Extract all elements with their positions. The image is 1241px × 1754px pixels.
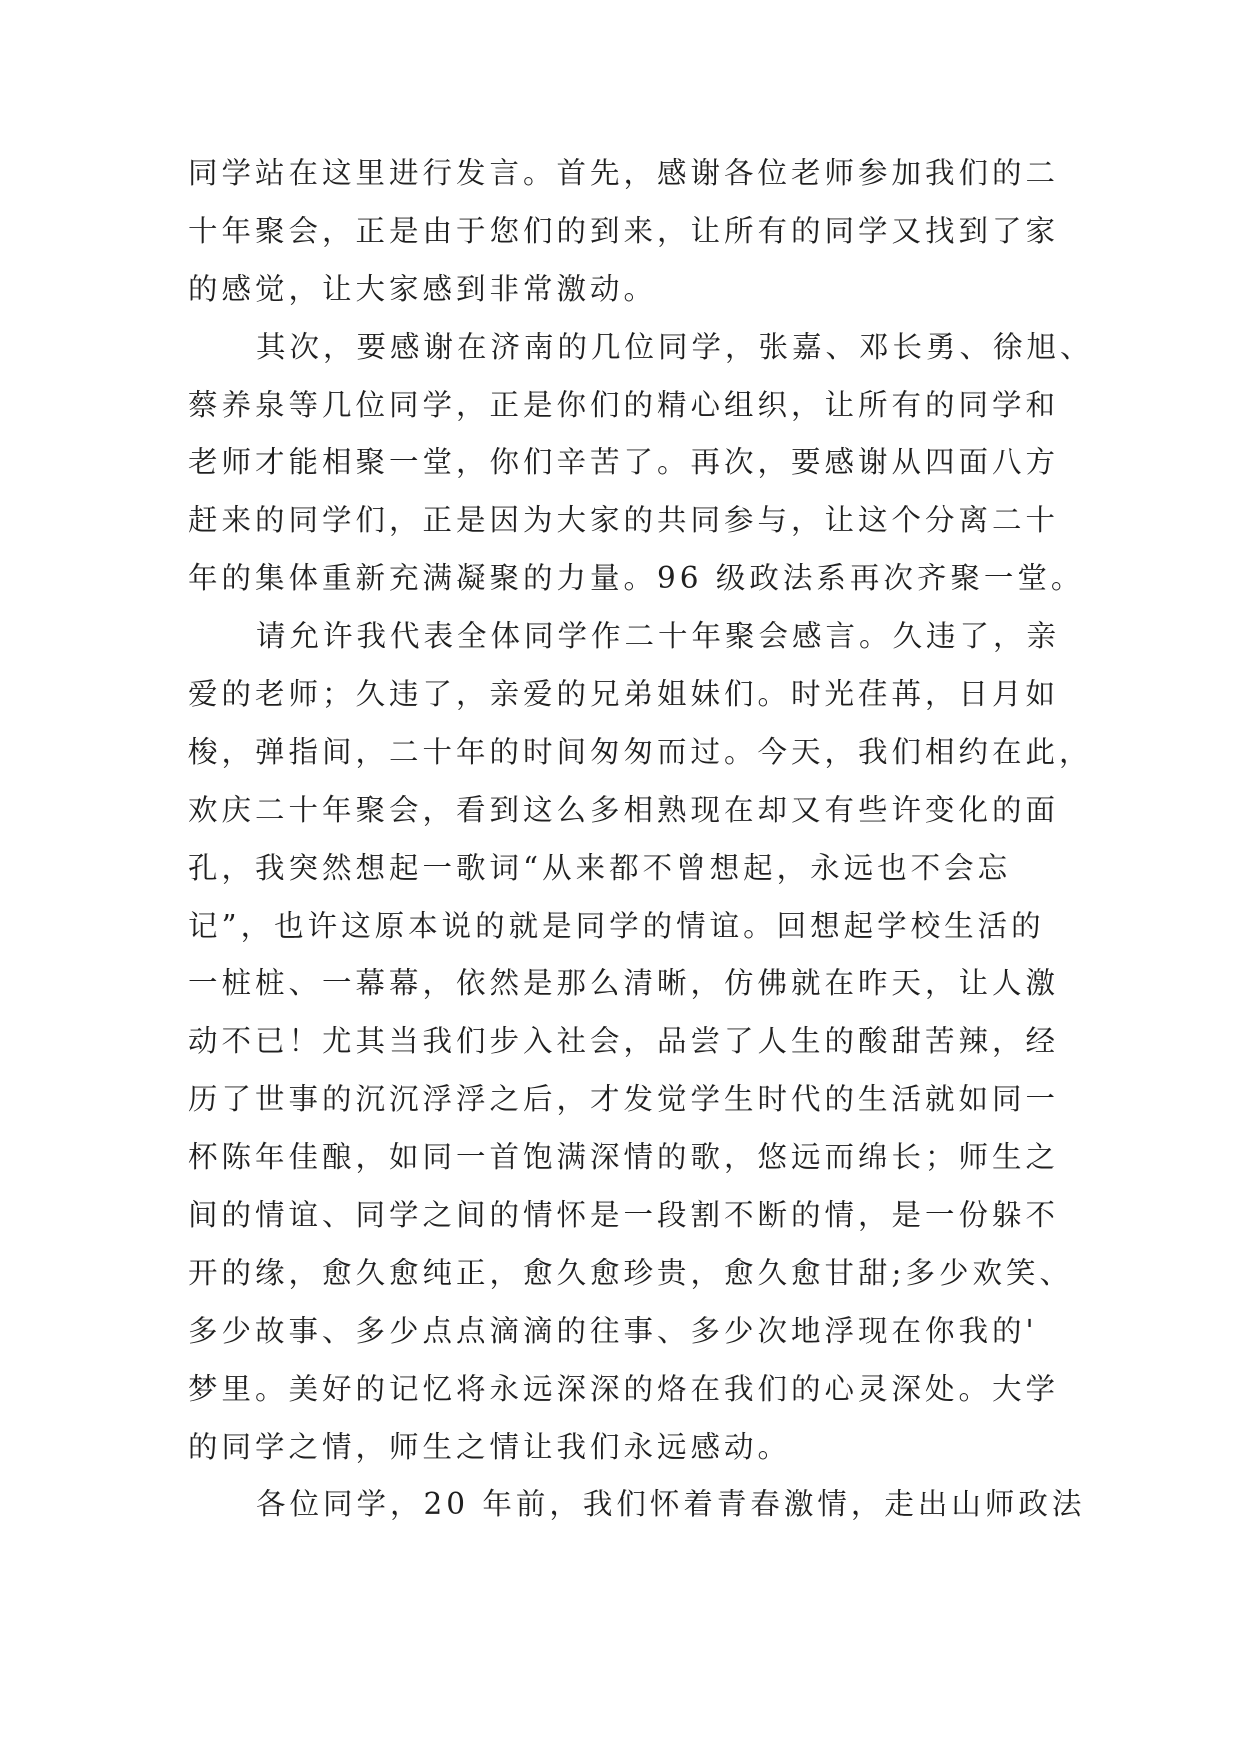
- text-line: 开的缘，愈久愈纯正，愈久愈珍贵，愈久愈甘甜;多少欢笑、: [188, 1255, 1073, 1290]
- text-line: 欢庆二十年聚会，看到这么多相熟现在却又有些许变化的面: [188, 792, 1060, 827]
- text-line: 其次，要感谢在济南的几位同学，张嘉、邓长勇、徐旭、: [256, 329, 1094, 364]
- body-text: [188, 145, 1094, 1534]
- text-line: 多少故事、多少点点滴滴的往事、多少次地浮现在你我的': [188, 1313, 1038, 1348]
- text-line: 杯陈年佳酿，如同一首饱满深情的歌，悠远而绵长；师生之: [188, 1140, 1060, 1175]
- text-line: 老师才能相聚一堂，你们辛苦了。再次，要感谢从四面八方: [188, 445, 1060, 480]
- text-line: 同学站在这里进行发言。首先，感谢各位老师参加我们的二: [188, 156, 1060, 190]
- text-line: 年的集体重新充满凝聚的力量。96 级政法系再次齐聚一堂。: [188, 561, 1085, 596]
- text-line: 的感觉，让大家感到非常激动。: [188, 271, 658, 306]
- text-line: 请允许我代表全体同学作二十年聚会感言。久违了，亲: [256, 619, 1061, 654]
- text-line: 赶来的同学们，正是因为大家的共同参与，让这个分离二十: [188, 503, 1060, 538]
- text-line: 梭，弹指间，二十年的时间匆匆而过。今天，我们相约在此，: [188, 734, 1093, 769]
- text-line: 间的情谊、同学之间的情怀是一段割不断的情，是一份躲不: [188, 1198, 1060, 1233]
- text-line: 各位同学，20 年前，我们怀着青春激情，走出山师政法: [256, 1487, 1086, 1522]
- text-line: 孔，我突然想起一歌词“从来都不曾想起，永远也不会忘: [188, 850, 1012, 885]
- text-line: 的同学之情，师生之情让我们永远感动。: [188, 1429, 792, 1464]
- text-line: 梦里。美好的记忆将永远深深的烙在我们的心灵深处。大学: [188, 1371, 1060, 1406]
- text-line: 蔡养泉等几位同学，正是你们的精心组织，让所有的同学和: [188, 387, 1060, 422]
- text-line: 历了世事的沉沉浮浮之后，才发觉学生时代的生活就如同一: [188, 1082, 1060, 1117]
- text-line: 十年聚会，正是由于您们的到来，让所有的同学又找到了家: [188, 213, 1060, 248]
- text-line: 记”，也许这原本说的就是同学的情谊。回想起学校生活的: [188, 908, 1045, 943]
- text-line: 爱的老师；久违了，亲爱的兄弟姐妹们。时光荏苒，日月如: [188, 677, 1060, 712]
- text-line: 一桩桩、一幕幕，依然是那么清晰，仿佛就在昨天，让人激: [188, 966, 1060, 1001]
- text-line: 动不已！尤其当我们步入社会，品尝了人生的酸甜苦辣，经: [188, 1024, 1060, 1059]
